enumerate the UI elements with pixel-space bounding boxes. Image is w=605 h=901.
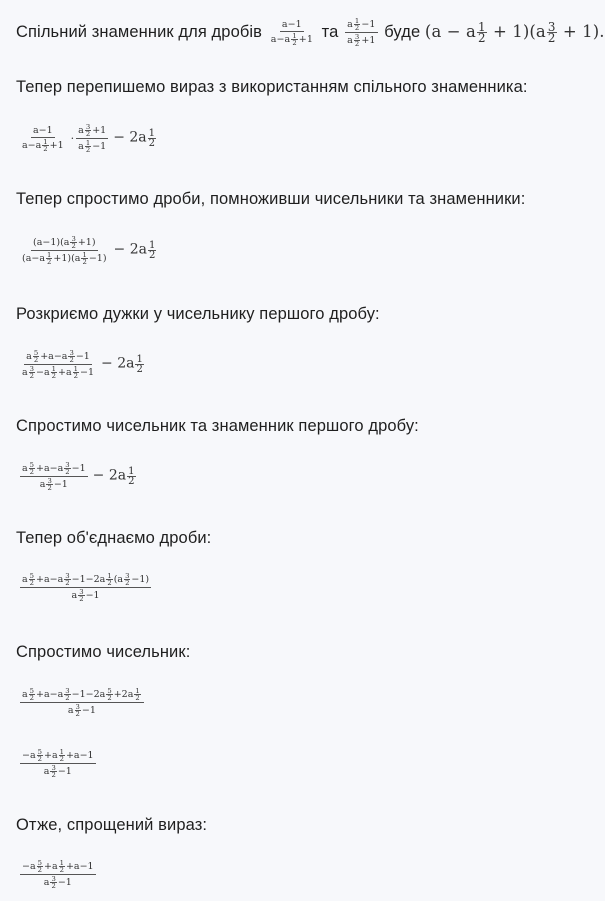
expr-4-fraction: a $\frac{5}{2}$ +a−a $\frac{3}{2}$ −1 a $\frac{3}{2}$ −1 [22, 461, 86, 493]
fractional-exponent: $\frac{1}{2}$ [47, 251, 52, 267]
fractional-exponent: $\frac{1}{2}$ [148, 128, 156, 150]
expression-1 [18, 124, 157, 154]
expression-4 [18, 462, 137, 492]
fractional-exponent: $\frac{5}{2}$ [33, 349, 39, 365]
fractional-exponent: $\frac{1}{2}$ [128, 466, 135, 488]
multiply-dot: · [70, 132, 75, 146]
fractional-exponent: $\frac{3}{2}$ [69, 349, 74, 365]
fractional-exponent: $\frac{5}{2}$ [29, 572, 35, 588]
step-7-text: Отже, спрощений вираз: [16, 816, 208, 834]
fractional-exponent: $\frac{3}{2}$ [65, 461, 70, 477]
fractional-exponent: $\frac{1}{2}$ [136, 354, 143, 376]
expr-2-tail: − 2a $\frac{1}{2}$ [113, 240, 156, 262]
fractional-exponent: $\frac{3}{2}$ [65, 572, 70, 588]
fractional-exponent: $\frac{1}{2}$ [135, 687, 140, 703]
fractional-exponent: $\frac{3}{2}$ [51, 875, 56, 891]
fractional-exponent: $\frac{3}{2}$ [547, 19, 556, 46]
expression-3 [18, 350, 145, 380]
fractional-exponent: $\frac{1}{2}$ [43, 137, 48, 153]
fractional-exponent: $\frac{1}{2}$ [477, 19, 486, 46]
fractional-exponent: $\frac{3}{2}$ [71, 235, 76, 251]
fractional-exponent: $\frac{3}{2}$ [29, 365, 35, 381]
fractional-exponent: $\frac{3}{2}$ [75, 703, 80, 719]
expr-7-fraction: −a $\frac{5}{2}$ +a $\frac{1}{2}$ +a−1 a $\frac{3}{2}$ −1 [22, 748, 94, 780]
expression-5 [18, 573, 153, 603]
fractional-exponent: $\frac{5}{2}$ [29, 461, 35, 477]
expr-3-fraction: a $\frac{5}{2}$ +a−a $\frac{3}{2}$ −1 a $\frac{3}{2}$ −a $\frac{1}{2}$ +a $\frac{1}{2}$ −1 [22, 349, 95, 381]
final-fraction: −a $\frac{5}{2}$ +a $\frac{1}{2}$ +a−1 a $\frac{3}{2}$ −1 [22, 859, 94, 891]
expr-2-fraction: (a−1)(a $\frac{3}{2}$ +1) (a−a $\frac{1}{2}$ +1)(a $\frac{1}{2}$ −1) [22, 235, 107, 267]
expr-1-fraction-a: a−1 a−a $\frac{1}{2}$ +1 [22, 124, 64, 153]
fractional-exponent: $\frac{1}{2}$ [59, 748, 64, 764]
fractional-exponent: $\frac{3}{2}$ [85, 123, 91, 139]
expr-5-fraction: a $\frac{5}{2}$ +a−a $\frac{3}{2}$ −1−2a $\frac{1}{2}$ (a $\frac{3}{2}$ −1) a $\frac{3}{2}$ −1 [22, 572, 150, 604]
fractional-exponent: $\frac{1}{2}$ [354, 17, 360, 33]
fractional-exponent: $\frac{1}{2}$ [107, 572, 112, 588]
step-3-text: Розкриємо дужки у чисельнику першого дробу: [16, 305, 380, 323]
common-denominator-result: (a − a $\frac{1}{2}$ + 1)(a $\frac{3}{2}$ + 1). [424, 19, 605, 46]
fractional-exponent: $\frac{5}{2}$ [29, 687, 35, 703]
connector-text: та [321, 23, 339, 42]
fractional-exponent: $\frac{1}{2}$ [292, 31, 297, 47]
fraction-1-denominator: a−a [270, 33, 291, 45]
step-2-text: Тепер спростимо дроби, помноживши чисельники та знаменники: [16, 190, 526, 208]
fractional-exponent: $\frac{5}{2}$ [37, 748, 42, 764]
fractional-exponent: $\frac{1}{2}$ [82, 251, 87, 267]
expr-1-tail: − 2a $\frac{1}{2}$ [113, 128, 156, 150]
expr-1-fraction-b: a $\frac{3}{2}$ +1 a $\frac{1}{2}$ −1 [78, 123, 107, 155]
will-be-text: буде [384, 23, 421, 42]
fraction-1-numerator: a−1 [281, 18, 302, 30]
expression-6 [18, 688, 146, 718]
step-4-text: Спростимо чисельник та знаменник першого дробу: [16, 417, 419, 435]
expr-6-fraction: a $\frac{5}{2}$ +a−a $\frac{3}{2}$ −1−2a $\frac{5}{2}$ +2a $\frac{1}{2}$ a $\frac{3}{2}$ −1 [20, 688, 144, 718]
expr-4-tail: − 2a $\frac{1}{2}$ [92, 466, 135, 488]
expr-3-tail: − 2a $\frac{1}{2}$ [101, 354, 143, 376]
fraction-2: a $\frac{1}{2}$ −1 a $\frac{3}{2}$ +1 [347, 17, 376, 49]
step-1-text: Тепер перепишемо вираз з використанням спільного знаменника: [16, 78, 528, 96]
fractional-exponent: $\frac{1}{2}$ [73, 365, 78, 381]
fractional-exponent: $\frac{1}{2}$ [148, 240, 156, 262]
expression-7 [18, 749, 98, 779]
fractional-exponent: $\frac{1}{2}$ [51, 365, 57, 381]
fraction-1: a−1 a−a $\frac{1}{2}$ +1 [270, 18, 313, 47]
step-6-text: Спростимо чисельник: [16, 643, 191, 661]
step-5-text: Тепер об'єднаємо дроби: [16, 529, 212, 547]
fractional-exponent: $\frac{3}{2}$ [65, 687, 70, 703]
expression-2 [18, 236, 157, 266]
fractional-exponent: $\frac{3}{2}$ [125, 572, 130, 588]
fractional-exponent: $\frac{1}{2}$ [59, 859, 64, 875]
intro-text: Спільний знаменник для дробів [16, 23, 263, 42]
fractional-exponent: $\frac{1}{2}$ [85, 139, 91, 155]
fractional-exponent: $\frac{5}{2}$ [107, 687, 112, 703]
fractional-exponent: $\frac{3}{2}$ [354, 33, 360, 49]
final-expression [18, 860, 98, 890]
fractional-exponent: $\frac{3}{2}$ [79, 588, 84, 604]
intro-line [16, 18, 605, 48]
fractional-exponent: $\frac{5}{2}$ [37, 859, 42, 875]
fractional-exponent: $\frac{3}{2}$ [47, 477, 52, 493]
fractional-exponent: $\frac{3}{2}$ [51, 764, 56, 780]
